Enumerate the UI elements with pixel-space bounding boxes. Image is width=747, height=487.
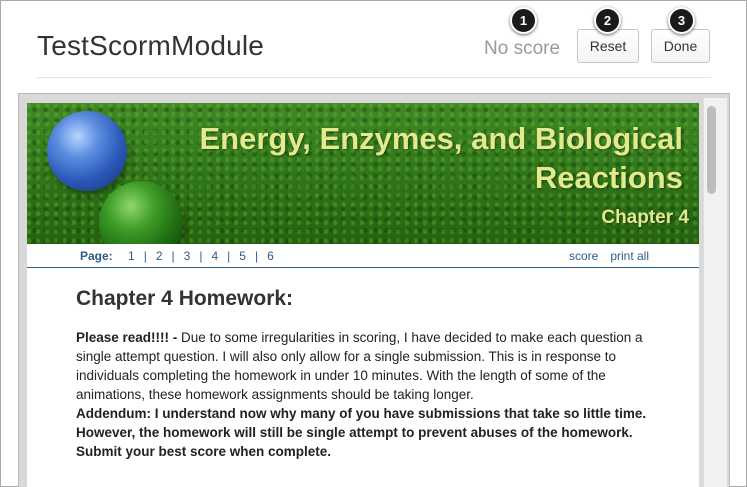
page-link-1[interactable]: 1 bbox=[128, 249, 135, 263]
page-link-2[interactable]: 2 bbox=[155, 249, 163, 263]
homework-notice bbox=[76, 328, 656, 461]
banner-title: Energy, Enzymes, and Biological Reactions bbox=[199, 121, 683, 195]
please-read-label: Please read!!!! - bbox=[76, 330, 178, 345]
page-link-5[interactable]: 5 bbox=[239, 249, 246, 263]
please-read-text: Due to some irregularities in scoring, I have decided to make each question a single attempt question. I will also only allow for a single submission. This is in response to individuals completing the homework in under 10 minutes. With the length of some of the animations, these homework assignments should be taking longer. bbox=[76, 330, 643, 402]
banner-chapter: Chapter 4 bbox=[601, 207, 689, 228]
page-separator: | bbox=[227, 249, 231, 263]
content-scrollbar[interactable] bbox=[703, 98, 727, 487]
page-title: TestScormModule bbox=[37, 30, 265, 61]
blue-sphere-graphic bbox=[47, 111, 127, 191]
print-all-link[interactable]: print all bbox=[610, 249, 649, 263]
scrollbar-thumb[interactable] bbox=[707, 106, 716, 194]
reset-button[interactable]: Reset bbox=[577, 29, 639, 63]
scorm-content-frame bbox=[18, 93, 730, 487]
page-separator: | bbox=[171, 249, 175, 263]
header-divider bbox=[37, 77, 711, 78]
score-link[interactable]: score bbox=[568, 249, 599, 263]
callout-marker-1: 1 bbox=[510, 7, 537, 34]
page-link-6[interactable]: 6 bbox=[267, 249, 274, 263]
page-separator: | bbox=[199, 249, 203, 263]
scorm-content bbox=[27, 103, 699, 487]
addendum-text: Addendum: I understand now why many of you have submissions that take so little time. However, the homework will still be single attempt to prevent abuses of the homework. Submit your best score when complete. bbox=[76, 406, 647, 459]
page-navigation bbox=[27, 244, 699, 268]
homework-heading: Chapter 4 Homework: bbox=[76, 287, 294, 310]
score-status: No score bbox=[484, 38, 561, 59]
callout-marker-2: 2 bbox=[594, 7, 621, 34]
page-link-3[interactable]: 3 bbox=[183, 249, 191, 263]
callout-marker-3: 3 bbox=[668, 7, 695, 34]
done-button[interactable]: Done bbox=[651, 29, 710, 63]
page-link-4[interactable]: 4 bbox=[211, 249, 219, 263]
nav-actions bbox=[569, 249, 649, 263]
chapter-banner bbox=[27, 103, 699, 244]
page-links bbox=[128, 249, 274, 263]
page-separator: | bbox=[143, 249, 147, 263]
page-label: Page: bbox=[80, 249, 113, 263]
page-separator: | bbox=[254, 249, 259, 263]
